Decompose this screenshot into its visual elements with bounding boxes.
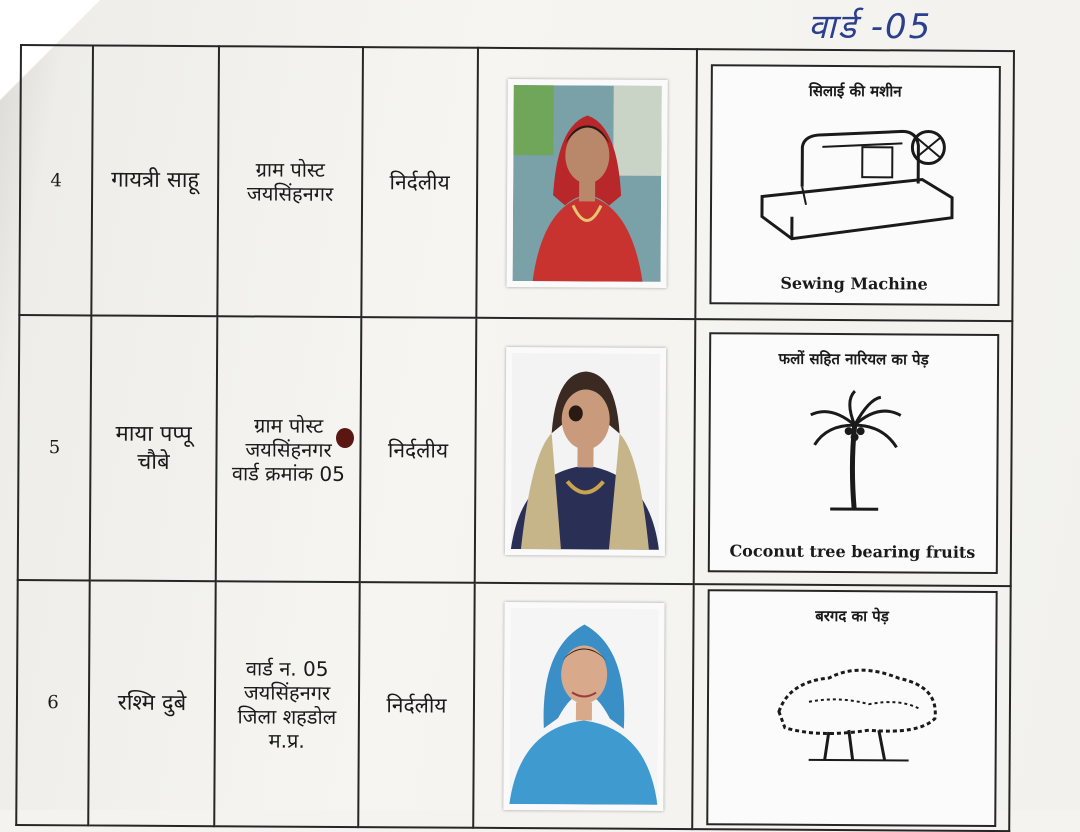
ward-handwritten-note: वार्ड -05 (808, 7, 933, 47)
serial-number-cell (18, 315, 92, 580)
election-symbol-cell (692, 584, 1010, 831)
symbol-hindi-label: फलों सहित नारियल का पेड़ (778, 349, 929, 369)
election-symbol (709, 64, 1000, 306)
table-row (16, 580, 1010, 831)
serial-number: 6 (47, 692, 59, 714)
table-row (18, 315, 1013, 586)
symbol-english-label: Sewing Machine (780, 273, 928, 294)
candidate-address: ग्राम पोस्ट जयसिंहनगर वार्ड क्रमांक 05 (231, 412, 345, 486)
candidate-photo (503, 601, 664, 810)
serial-number: 4 (50, 169, 62, 191)
candidate-photo (504, 346, 665, 555)
candidate-photo-cell (476, 48, 697, 319)
candidate-party: निर्दलीय (389, 170, 450, 195)
candidate-photo (506, 79, 667, 288)
coconut-tree-icon (750, 384, 961, 515)
candidate-name: गायत्री साहू (111, 167, 200, 194)
candidate-name-cell (90, 315, 218, 581)
candidate-name: रश्मि दुबे (117, 690, 187, 716)
symbol-hindi-label: सिलाई की मशीन (808, 81, 902, 101)
candidate-name: माया पप्पू चौबे (115, 421, 192, 475)
serial-number-cell (16, 580, 89, 825)
candidate-address: ग्राम पोस्ट जयसिंहनगर (246, 157, 334, 206)
candidate-party: निर्दलीय (386, 692, 447, 718)
candidate-name-cell (91, 45, 219, 316)
symbol-english-label: Coconut tree bearing fruits (729, 540, 976, 562)
candidate-party-cell (361, 47, 478, 318)
candidate-photo-red-saree-icon (512, 85, 661, 282)
candidate-address: वार्ड न. 05 जयसिंहनगर जिला शहडोल म.प्र. (237, 655, 337, 753)
candidate-party-cell (358, 582, 474, 828)
election-symbol (706, 589, 997, 827)
candidate-table (15, 44, 1015, 832)
ink-stain (336, 428, 354, 448)
candidate-photo-cell (475, 318, 696, 584)
candidate-party: निर्दलीय (387, 437, 449, 463)
candidate-photo-gold-saree-icon (510, 353, 659, 550)
election-symbol-cell (695, 49, 1014, 321)
symbol-hindi-label: बरगद का पेड़ (815, 606, 889, 625)
candidate-party-cell (360, 317, 477, 583)
candidate-address-cell (214, 581, 359, 827)
candidate-name-cell (88, 580, 215, 826)
election-symbol (707, 332, 998, 574)
candidate-photo-blue-saree-icon (509, 608, 658, 805)
candidate-photo-cell (473, 583, 693, 829)
candidate-address-cell (217, 46, 363, 317)
table-row (19, 45, 1014, 321)
symbol-english-label (708, 813, 994, 815)
banyan-tree-icon (748, 641, 959, 772)
election-symbol-cell (694, 319, 1013, 586)
candidate-address-cell (216, 316, 362, 582)
serial-number: 5 (48, 437, 61, 459)
sewing-machine-icon (751, 116, 962, 247)
serial-number-cell (19, 45, 93, 315)
